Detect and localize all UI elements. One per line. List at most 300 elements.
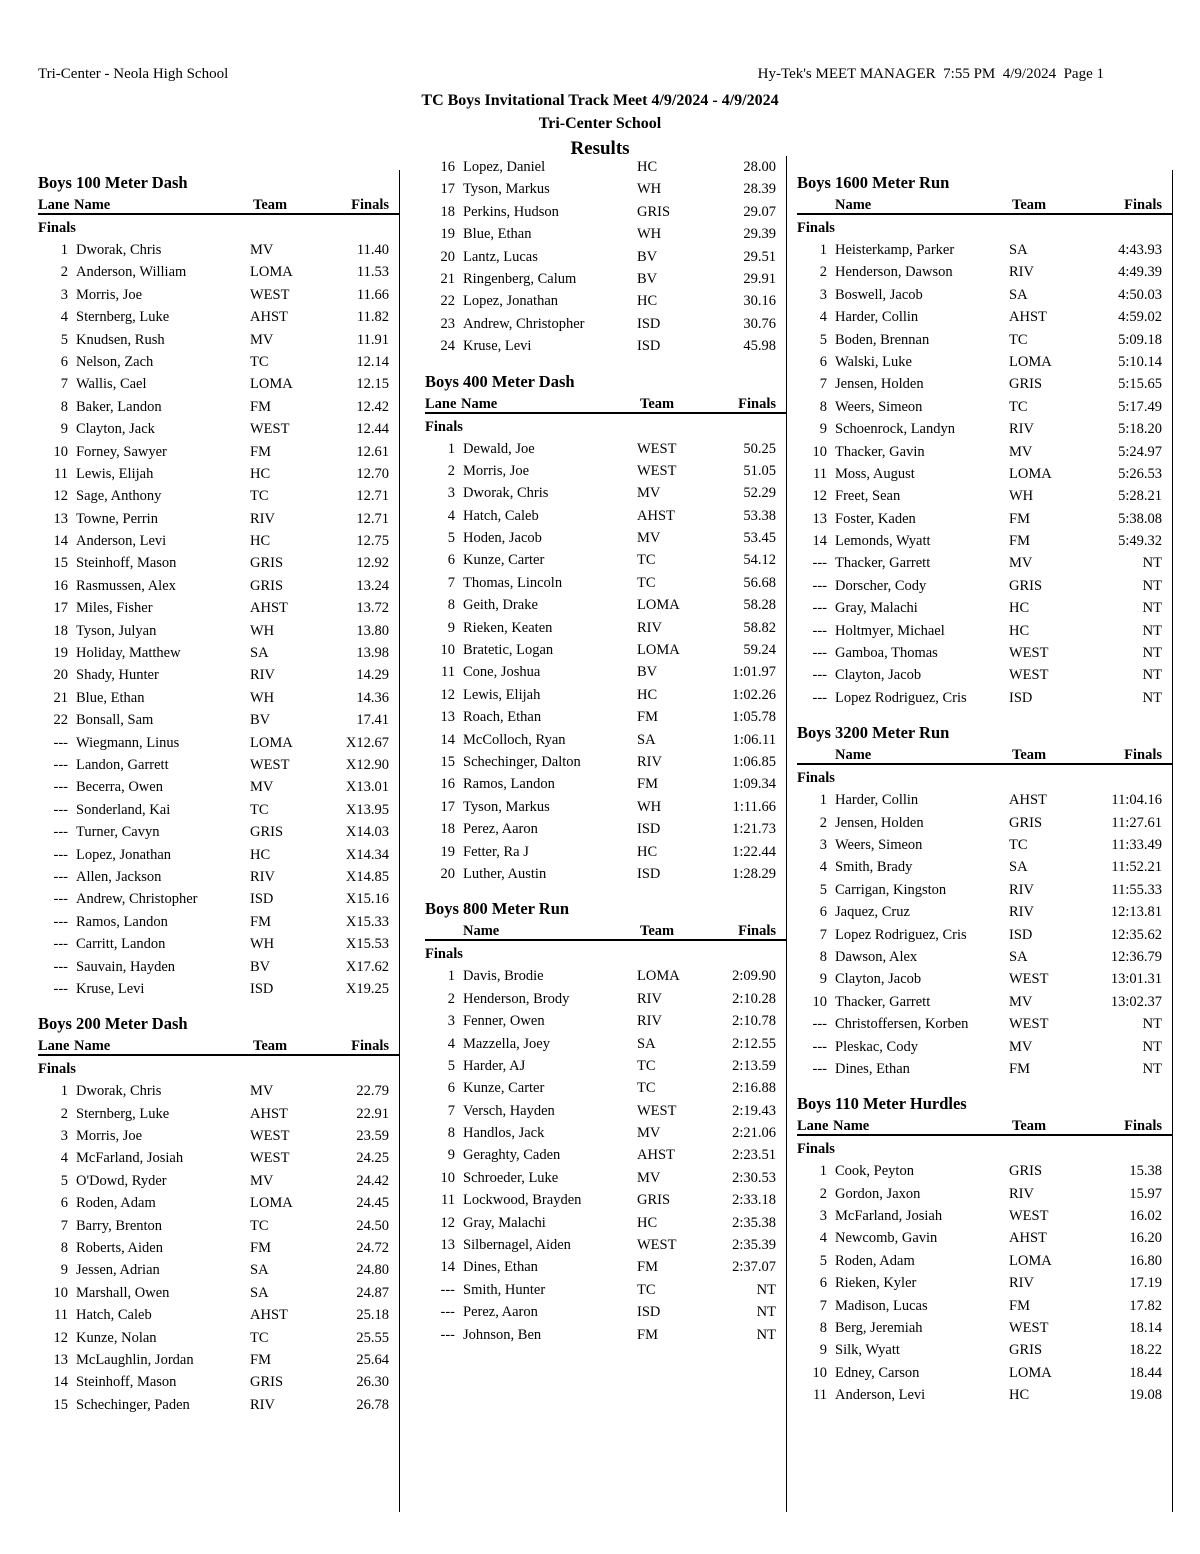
team-cell: MV bbox=[637, 485, 661, 502]
finals-time-cell: NT bbox=[1142, 667, 1162, 684]
athlete-name-cell: Kruse, Levi bbox=[76, 980, 145, 997]
team-cell: WH bbox=[1009, 488, 1034, 505]
result-row bbox=[797, 924, 1172, 946]
finals-time-cell: 26.30 bbox=[356, 1374, 389, 1391]
finals-time-cell: 2:33.18 bbox=[732, 1192, 776, 1209]
finals-time-cell: 5:24.97 bbox=[1118, 443, 1162, 460]
place-cell: 5 bbox=[819, 881, 827, 898]
finals-time-cell: 30.76 bbox=[743, 315, 776, 332]
athlete-name-cell: Harder, Collin bbox=[835, 792, 919, 809]
place-cell: 21 bbox=[440, 270, 455, 287]
team-cell: MV bbox=[250, 1172, 274, 1189]
result-row bbox=[425, 246, 786, 268]
place-cell: 9 bbox=[819, 421, 827, 438]
team-cell: AHST bbox=[250, 600, 288, 617]
finals-time-cell: 13:01.31 bbox=[1110, 971, 1162, 988]
place-cell: --- bbox=[53, 846, 68, 863]
finals-time-cell: 4:59.02 bbox=[1118, 309, 1162, 326]
athlete-name-cell: Cone, Joshua bbox=[463, 664, 541, 681]
result-row bbox=[38, 1192, 399, 1214]
finals-time-cell: 5:10.14 bbox=[1118, 353, 1162, 370]
place-cell: --- bbox=[53, 980, 68, 997]
team-cell: HC bbox=[250, 533, 271, 550]
result-row bbox=[425, 1077, 786, 1099]
place-cell: 4 bbox=[60, 1150, 68, 1167]
team-cell: RIV bbox=[250, 1396, 275, 1413]
finals-time-cell: NT bbox=[1142, 1060, 1162, 1077]
place-cell: 17 bbox=[440, 798, 455, 815]
event-title: Boys 200 Meter Dash bbox=[38, 1014, 188, 1034]
name-column-header: Name bbox=[461, 395, 498, 412]
team-cell: TC bbox=[637, 1057, 656, 1074]
finals-time-cell: 29.39 bbox=[743, 226, 776, 243]
athlete-name-cell: Cook, Peyton bbox=[835, 1163, 914, 1180]
result-row bbox=[425, 1100, 786, 1122]
finals-column-header: Finals bbox=[738, 923, 776, 940]
finals-time-cell: 12.61 bbox=[356, 443, 389, 460]
results-column-right bbox=[797, 170, 1173, 1512]
team-cell: TC bbox=[1009, 398, 1028, 415]
finals-time-cell: 45.98 bbox=[743, 338, 776, 355]
team-cell: GRIS bbox=[250, 1374, 284, 1391]
athlete-name-cell: Forney, Sawyer bbox=[76, 443, 167, 460]
results-heading: Results bbox=[570, 138, 630, 159]
finals-time-cell: 5:38.08 bbox=[1118, 510, 1162, 527]
athlete-name-cell: Silbernagel, Aiden bbox=[463, 1237, 571, 1254]
athlete-name-cell: Thomas, Lincoln bbox=[463, 574, 563, 591]
result-row bbox=[38, 373, 399, 395]
place-cell: --- bbox=[440, 1304, 455, 1321]
finals-time-cell: 12.15 bbox=[356, 376, 389, 393]
result-row bbox=[425, 818, 786, 840]
place-cell: 15 bbox=[53, 1396, 68, 1413]
athlete-name-cell: Dines, Ethan bbox=[835, 1060, 910, 1077]
result-row bbox=[38, 1125, 399, 1147]
finals-time-cell: NT bbox=[756, 1304, 776, 1321]
place-cell: --- bbox=[53, 734, 68, 751]
place-cell: 19 bbox=[440, 226, 455, 243]
team-cell: WH bbox=[250, 936, 275, 953]
event-title: Boys 3200 Meter Run bbox=[797, 723, 950, 743]
finals-time-cell: NT bbox=[1142, 645, 1162, 662]
team-cell: ISD bbox=[637, 338, 661, 355]
team-cell: RIV bbox=[250, 667, 275, 684]
team-cell: FM bbox=[637, 709, 658, 726]
athlete-name-cell: Christoffersen, Korben bbox=[835, 1016, 969, 1033]
place-cell: 4 bbox=[819, 309, 827, 326]
result-row bbox=[797, 1362, 1172, 1384]
finals-time-cell: 5:26.53 bbox=[1118, 465, 1162, 482]
team-cell: BV bbox=[637, 664, 658, 681]
place-cell: 3 bbox=[60, 286, 68, 303]
athlete-name-cell: Dewald, Joe bbox=[463, 440, 535, 457]
team-cell: SA bbox=[637, 731, 656, 748]
finals-column-header: Finals bbox=[1124, 747, 1162, 764]
result-row bbox=[797, 620, 1172, 642]
place-cell: 11 bbox=[441, 664, 455, 681]
athlete-name-cell: Lockwood, Brayden bbox=[463, 1192, 582, 1209]
result-row bbox=[797, 1058, 1172, 1080]
place-cell: 6 bbox=[819, 1275, 827, 1292]
place-cell: --- bbox=[812, 577, 827, 594]
event-title: Boys 1600 Meter Run bbox=[797, 173, 950, 192]
column-header-row bbox=[38, 1036, 399, 1056]
athlete-name-cell: Henderson, Brody bbox=[463, 990, 570, 1007]
place-cell: 3 bbox=[447, 1013, 455, 1030]
result-row bbox=[38, 620, 399, 642]
result-row bbox=[38, 575, 399, 597]
team-cell: FM bbox=[1009, 1297, 1030, 1314]
finals-time-cell: X15.16 bbox=[345, 891, 389, 908]
team-cell: WEST bbox=[1009, 1016, 1049, 1033]
place-cell: 2 bbox=[819, 814, 827, 831]
athlete-name-cell: Perkins, Hudson bbox=[463, 203, 559, 220]
team-cell: HC bbox=[1009, 600, 1030, 617]
result-row bbox=[38, 418, 399, 440]
finals-time-cell: 4:50.03 bbox=[1118, 286, 1162, 303]
finals-time-cell: 29.51 bbox=[743, 248, 776, 265]
place-cell: --- bbox=[440, 1281, 455, 1298]
finals-time-cell: 24.45 bbox=[356, 1195, 389, 1212]
result-row bbox=[797, 1250, 1172, 1272]
place-cell: 2 bbox=[60, 1105, 68, 1122]
place-cell: 4 bbox=[819, 1230, 827, 1247]
athlete-name-cell: Sage, Anthony bbox=[76, 488, 162, 505]
team-cell: HC bbox=[1009, 1387, 1030, 1404]
athlete-name-cell: Johnson, Ben bbox=[463, 1326, 542, 1343]
finals-time-cell: 5:18.20 bbox=[1118, 421, 1162, 438]
athlete-name-cell: Blue, Ethan bbox=[463, 226, 532, 243]
finals-time-cell: NT bbox=[756, 1281, 776, 1298]
result-row bbox=[425, 841, 786, 863]
result-row bbox=[425, 729, 786, 751]
athlete-name-cell: Perez, Aaron bbox=[463, 821, 538, 838]
result-row bbox=[425, 313, 786, 335]
result-row bbox=[797, 879, 1172, 901]
team-cell: RIV bbox=[1009, 421, 1034, 438]
finals-time-cell: 18.44 bbox=[1129, 1364, 1162, 1381]
result-row bbox=[38, 888, 399, 910]
team-cell: SA bbox=[637, 1035, 656, 1052]
result-row bbox=[797, 901, 1172, 923]
finals-column-header: Finals bbox=[351, 1038, 389, 1055]
team-cell: AHST bbox=[250, 1307, 288, 1324]
athlete-name-cell: Moss, August bbox=[835, 465, 915, 482]
result-row bbox=[797, 1272, 1172, 1294]
athlete-name-cell: McLaughlin, Jordan bbox=[76, 1351, 194, 1368]
team-cell: ISD bbox=[637, 821, 661, 838]
lane-column-header: Lane bbox=[38, 197, 70, 213]
result-row bbox=[797, 1227, 1172, 1249]
column-header-row bbox=[425, 921, 786, 941]
result-row bbox=[425, 617, 786, 639]
finals-time-cell: 28.39 bbox=[743, 181, 776, 198]
finals-time-cell: 1:22.44 bbox=[732, 843, 776, 860]
place-cell: 13 bbox=[440, 1237, 455, 1254]
finals-time-cell: 2:13.59 bbox=[732, 1057, 776, 1074]
athlete-name-cell: McFarland, Josiah bbox=[835, 1208, 943, 1225]
result-row bbox=[797, 1183, 1172, 1205]
finals-time-cell: 52.29 bbox=[743, 485, 776, 502]
finals-time-cell: 13.24 bbox=[356, 577, 389, 594]
athlete-name-cell: Schechinger, Paden bbox=[76, 1396, 190, 1413]
team-cell: HC bbox=[637, 843, 658, 860]
result-row bbox=[425, 335, 786, 357]
name-column-header: Name bbox=[835, 197, 872, 213]
result-row bbox=[425, 1122, 786, 1144]
result-row bbox=[38, 351, 399, 373]
team-cell: WEST bbox=[637, 440, 677, 457]
place-cell: 12 bbox=[53, 488, 68, 505]
finals-time-cell: 30.16 bbox=[743, 293, 776, 310]
result-row bbox=[797, 441, 1172, 463]
place-cell: 5 bbox=[60, 331, 68, 348]
result-row bbox=[38, 709, 399, 731]
place-cell: --- bbox=[812, 1060, 827, 1077]
athlete-name-cell: Carrigan, Kingston bbox=[835, 881, 947, 898]
place-cell: 8 bbox=[60, 398, 68, 415]
team-cell: SA bbox=[250, 1262, 269, 1279]
place-cell: 11 bbox=[54, 1307, 68, 1324]
place-cell: 11 bbox=[813, 1387, 827, 1404]
team-cell: WEST bbox=[250, 1150, 290, 1167]
place-cell: 8 bbox=[447, 1125, 455, 1142]
athlete-name-cell: McFarland, Josiah bbox=[76, 1150, 184, 1167]
result-row bbox=[797, 373, 1172, 395]
team-cell: RIV bbox=[1009, 881, 1034, 898]
result-row bbox=[38, 754, 399, 776]
result-row bbox=[425, 1010, 786, 1032]
result-row bbox=[797, 1160, 1172, 1182]
team-cell: LOMA bbox=[250, 264, 293, 281]
finals-time-cell: 22.79 bbox=[356, 1083, 389, 1100]
finals-time-cell: 18.22 bbox=[1129, 1342, 1162, 1359]
result-row bbox=[38, 508, 399, 530]
finals-time-cell: 19.08 bbox=[1129, 1387, 1162, 1404]
athlete-name-cell: Ringenberg, Calum bbox=[463, 270, 577, 287]
athlete-name-cell: Gray, Malachi bbox=[835, 600, 918, 617]
result-row bbox=[38, 441, 399, 463]
finals-time-cell: X14.03 bbox=[345, 824, 389, 841]
place-cell: --- bbox=[812, 689, 827, 706]
name-column-header: Name bbox=[74, 197, 111, 213]
finals-time-cell: 12:13.81 bbox=[1110, 904, 1162, 921]
lane-column-header: Lane bbox=[797, 1118, 829, 1135]
finals-time-cell: 12.44 bbox=[356, 421, 389, 438]
finals-time-cell: 2:16.88 bbox=[732, 1080, 776, 1097]
finals-time-cell: 22.91 bbox=[356, 1105, 389, 1122]
finals-time-cell: 11:27.61 bbox=[1111, 814, 1162, 831]
finals-column-header: Finals bbox=[1124, 1118, 1162, 1135]
athlete-name-cell: Morris, Joe bbox=[76, 286, 143, 303]
place-cell: 2 bbox=[447, 990, 455, 1007]
finals-time-cell: 25.55 bbox=[356, 1329, 389, 1346]
team-cell: HC bbox=[1009, 622, 1030, 639]
team-column-header: Team bbox=[640, 923, 675, 940]
finals-section-label: Finals bbox=[797, 220, 835, 236]
finals-time-cell: 16.20 bbox=[1129, 1230, 1162, 1247]
athlete-name-cell: Handlos, Jack bbox=[463, 1125, 545, 1142]
place-cell: 13 bbox=[53, 510, 68, 527]
place-cell: 1 bbox=[60, 242, 68, 258]
result-row bbox=[425, 268, 786, 290]
team-cell: WEST bbox=[637, 462, 677, 479]
result-row bbox=[425, 178, 786, 200]
place-cell: 14 bbox=[440, 1259, 455, 1276]
athlete-name-cell: Ramos, Landon bbox=[463, 776, 555, 793]
athlete-name-cell: Jensen, Holden bbox=[835, 814, 924, 831]
athlete-name-cell: Tyson, Julyan bbox=[76, 622, 157, 639]
athlete-name-cell: Dorscher, Cody bbox=[835, 577, 927, 594]
place-cell: 22 bbox=[440, 293, 455, 310]
finals-time-cell: 25.64 bbox=[356, 1351, 389, 1368]
place-cell: 12 bbox=[440, 686, 455, 703]
athlete-name-cell: Foster, Kaden bbox=[835, 510, 916, 527]
place-cell: --- bbox=[53, 891, 68, 908]
page-topbar bbox=[38, 66, 1104, 83]
place-cell: 2 bbox=[447, 462, 455, 479]
place-cell: 9 bbox=[819, 971, 827, 988]
athlete-name-cell: Anderson, Levi bbox=[835, 1387, 926, 1404]
place-cell: 3 bbox=[60, 1128, 68, 1145]
team-cell: RIV bbox=[637, 753, 662, 770]
team-cell: MV bbox=[250, 779, 274, 796]
place-cell: 6 bbox=[819, 353, 827, 370]
result-row bbox=[797, 1317, 1172, 1339]
finals-time-cell: 24.42 bbox=[356, 1172, 389, 1189]
host-school: Tri-Center School bbox=[538, 115, 662, 132]
event-title: Boys 110 Meter Hurdles bbox=[797, 1094, 967, 1114]
finals-time-cell: 54.12 bbox=[743, 552, 776, 569]
team-cell: WH bbox=[637, 226, 662, 243]
place-cell: 1 bbox=[819, 242, 827, 258]
result-row bbox=[38, 530, 399, 552]
result-row bbox=[38, 396, 399, 418]
place-cell: --- bbox=[53, 913, 68, 930]
finals-time-cell: 16.80 bbox=[1129, 1252, 1162, 1269]
event-section-boys-110-meter-hurdles bbox=[797, 1091, 1172, 1406]
place-cell: 11 bbox=[441, 1192, 455, 1209]
finals-time-cell: 2:35.38 bbox=[732, 1214, 776, 1231]
column-header-row bbox=[797, 195, 1172, 215]
result-row bbox=[38, 844, 399, 866]
team-cell: LOMA bbox=[250, 1195, 293, 1212]
result-row bbox=[38, 261, 399, 283]
results-column-middle bbox=[425, 156, 787, 1512]
place-cell: --- bbox=[812, 555, 827, 572]
result-row bbox=[425, 1301, 786, 1323]
finals-time-cell: 11.53 bbox=[356, 264, 389, 281]
team-cell: GRIS bbox=[637, 203, 671, 220]
athlete-name-cell: Towne, Perrin bbox=[76, 510, 158, 527]
team-cell: WH bbox=[250, 622, 275, 639]
place-cell: 1 bbox=[60, 1083, 68, 1100]
finals-time-cell: 2:35.39 bbox=[732, 1237, 776, 1254]
result-row bbox=[797, 418, 1172, 440]
event-section-boys-800-meter-run bbox=[425, 896, 786, 1346]
result-row bbox=[797, 463, 1172, 485]
result-row bbox=[797, 856, 1172, 878]
team-cell: RIV bbox=[1009, 1275, 1034, 1292]
team-cell: LOMA bbox=[1009, 353, 1052, 370]
team-cell: LOMA bbox=[637, 642, 680, 659]
result-row bbox=[38, 821, 399, 843]
team-cell: FM bbox=[637, 1326, 658, 1343]
athlete-name-cell: Berg, Jeremiah bbox=[835, 1320, 923, 1337]
result-row bbox=[797, 396, 1172, 418]
place-cell: 7 bbox=[60, 1217, 68, 1234]
finals-section-label: Finals bbox=[425, 418, 463, 435]
athlete-name-cell: Knudsen, Rush bbox=[76, 331, 165, 348]
athlete-name-cell: Morris, Joe bbox=[76, 1128, 143, 1145]
result-row bbox=[797, 946, 1172, 968]
finals-time-cell: 2:10.78 bbox=[732, 1013, 776, 1030]
team-cell: MV bbox=[637, 530, 661, 547]
finals-section-label: Finals bbox=[797, 1141, 835, 1158]
athlete-name-cell: Rieken, Kyler bbox=[835, 1275, 917, 1292]
place-cell: 15 bbox=[440, 753, 455, 770]
finals-time-cell: 17.41 bbox=[356, 712, 389, 729]
athlete-name-cell: Clayton, Jacob bbox=[835, 971, 922, 988]
column-header-row bbox=[38, 195, 399, 215]
name-column-header: Name bbox=[463, 923, 500, 940]
result-row bbox=[38, 956, 399, 978]
finals-time-cell: 1:02.26 bbox=[732, 686, 776, 703]
team-cell: TC bbox=[250, 353, 269, 370]
result-row bbox=[425, 1324, 786, 1346]
place-cell: 1 bbox=[819, 1163, 827, 1180]
finals-time-cell: 5:15.65 bbox=[1118, 376, 1162, 393]
finals-time-cell: 12.71 bbox=[356, 488, 389, 505]
column-header-row bbox=[425, 394, 786, 414]
result-row bbox=[38, 239, 399, 261]
athlete-name-cell: Sternberg, Luke bbox=[76, 309, 170, 326]
result-row bbox=[38, 552, 399, 574]
finals-time-cell: 1:06.11 bbox=[732, 731, 776, 748]
athlete-name-cell: Jaquez, Cruz bbox=[835, 904, 910, 921]
athlete-name-cell: Wallis, Cael bbox=[76, 376, 147, 393]
team-cell: MV bbox=[1009, 443, 1033, 460]
team-cell: TC bbox=[250, 801, 269, 818]
team-cell: BV bbox=[250, 958, 271, 975]
place-cell: 5 bbox=[60, 1172, 68, 1189]
result-row bbox=[797, 1205, 1172, 1227]
team-cell: BV bbox=[637, 270, 658, 287]
finals-time-cell: NT bbox=[1142, 577, 1162, 594]
result-row bbox=[425, 965, 786, 987]
athlete-name-cell: Tyson, Markus bbox=[463, 181, 550, 198]
athlete-name-cell: Versch, Hayden bbox=[463, 1102, 555, 1119]
finals-time-cell: 58.82 bbox=[743, 619, 776, 636]
event-section-boys-100-meter-dash bbox=[38, 170, 399, 1000]
athlete-name-cell: Schroeder, Luke bbox=[463, 1169, 559, 1186]
place-cell: 9 bbox=[447, 619, 455, 636]
athlete-name-cell: Schechinger, Dalton bbox=[463, 753, 581, 770]
place-cell: --- bbox=[812, 667, 827, 684]
team-cell: WH bbox=[250, 689, 275, 706]
athlete-name-cell: Davis, Brodie bbox=[463, 968, 544, 985]
athlete-name-cell: Mazzella, Joey bbox=[463, 1035, 550, 1052]
result-row bbox=[38, 1371, 399, 1393]
result-row bbox=[38, 1147, 399, 1169]
team-cell: ISD bbox=[1009, 689, 1033, 706]
result-row bbox=[425, 201, 786, 223]
place-cell: 14 bbox=[53, 1374, 68, 1391]
team-cell: BV bbox=[637, 248, 658, 265]
finals-time-cell: 2:19.43 bbox=[732, 1102, 776, 1119]
team-cell: LOMA bbox=[637, 597, 680, 614]
athlete-name-cell: Lewis, Elijah bbox=[463, 686, 541, 703]
